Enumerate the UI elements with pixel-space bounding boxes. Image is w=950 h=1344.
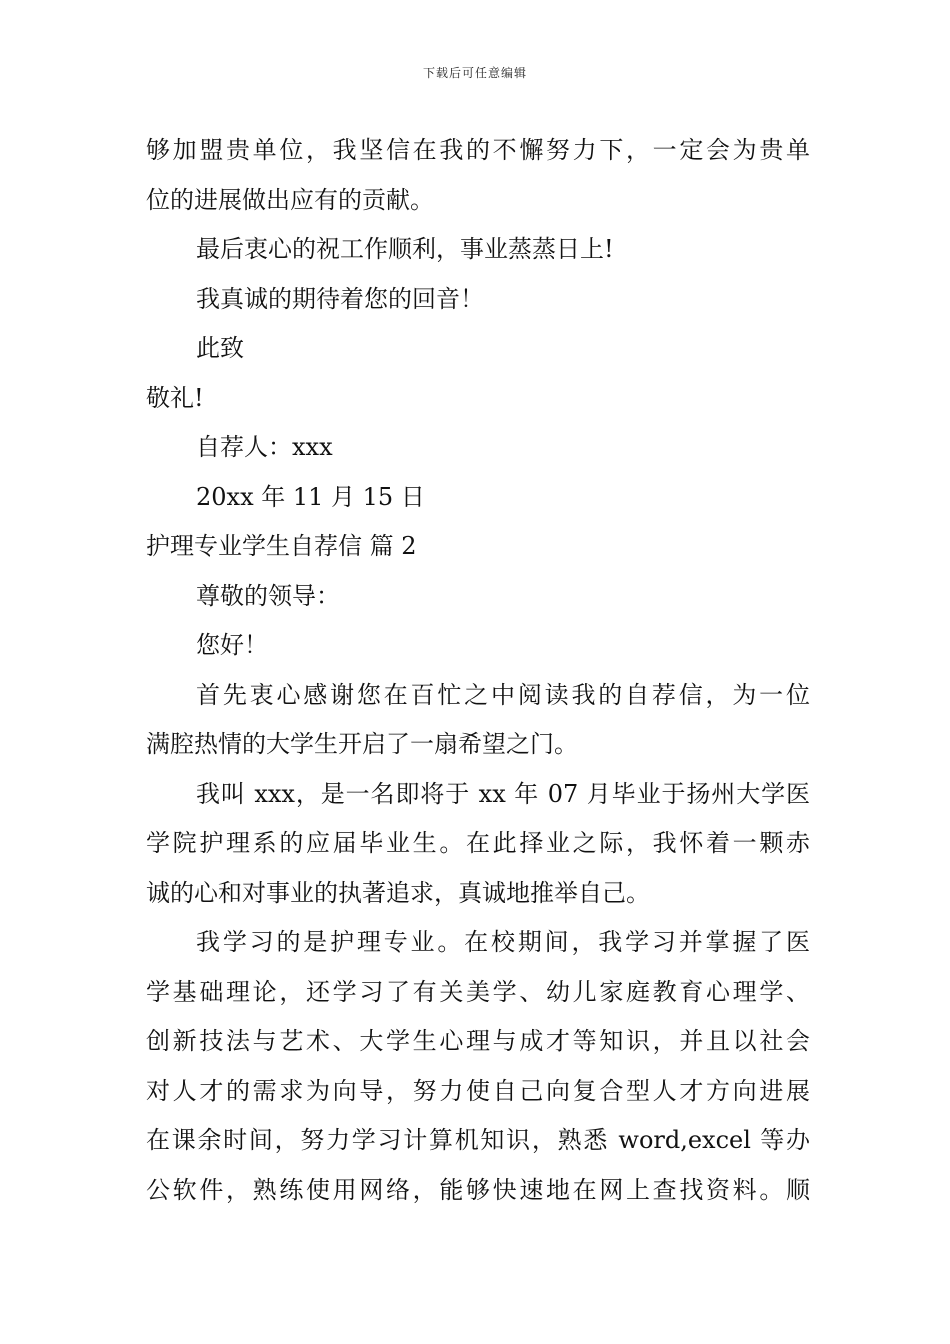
closing-wish: 最后衷心的祝工作顺利，事业蒸蒸日上! [196,235,614,263]
paragraph-line: 学基础理论，还学习了有关美学、幼儿家庭教育心理学、 [146,977,810,1006]
paragraph-line: 对人才的需求为向导，努力使自己向复合型人才方向进展 [146,1076,810,1105]
page-header: 下载后可任意编辑 [422,66,527,80]
section-title: 护理专业学生自荐信 篇 2 [146,532,417,560]
salutation-ci-zhi: 此致 [196,334,244,362]
document-body [146,126,810,1215]
paragraph-line: 创新技法与艺术、大学生心理与成才等知识，并且以社会 [146,1027,810,1055]
closing-line: 我真诚的期待着您的回音！ [196,284,484,313]
paragraph-line: 满腔热情的大学生开启了一扇希望之门。 [146,730,578,758]
signature: 自荐人：xxx [196,433,333,461]
paragraph-line: 诚的心和对事业的执著追求，真诚地推举自己。 [146,878,650,907]
paragraph-line: 学院护理系的应届毕业生。在此择业之际，我怀着一颗赤 [146,829,810,857]
paragraph-line: 公软件，熟练使用网络，能够快速地在网上查找资料。顺 [146,1175,810,1204]
paragraph-line: 我叫 xxx，是一名即将于 xx 年 07 月毕业于扬州大学医 [196,779,810,808]
paragraph-line: 首先衷心感谢您在百忙之中阅读我的自荐信，为一位 [196,680,810,709]
date: 20xx 年 11 月 15 日 [196,482,425,511]
paragraph-line: 够加盟贵单位，我坚信在我的不懈努力下，一定会为贵单 [146,136,810,164]
greeting-hello: 您好！ [196,631,268,659]
salutation-jing-li: 敬礼! [146,383,204,412]
paragraph-line: 位的进展做出应有的贡献。 [146,185,434,214]
paragraph-line: 我学习的是护理专业。在校期间，我学习并掌握了医 [196,928,810,956]
greeting: 尊敬的领导： [196,581,340,610]
paragraph-line: 在课余时间，努力学习计算机知识，熟悉 word,excel 等办 [146,1126,810,1154]
